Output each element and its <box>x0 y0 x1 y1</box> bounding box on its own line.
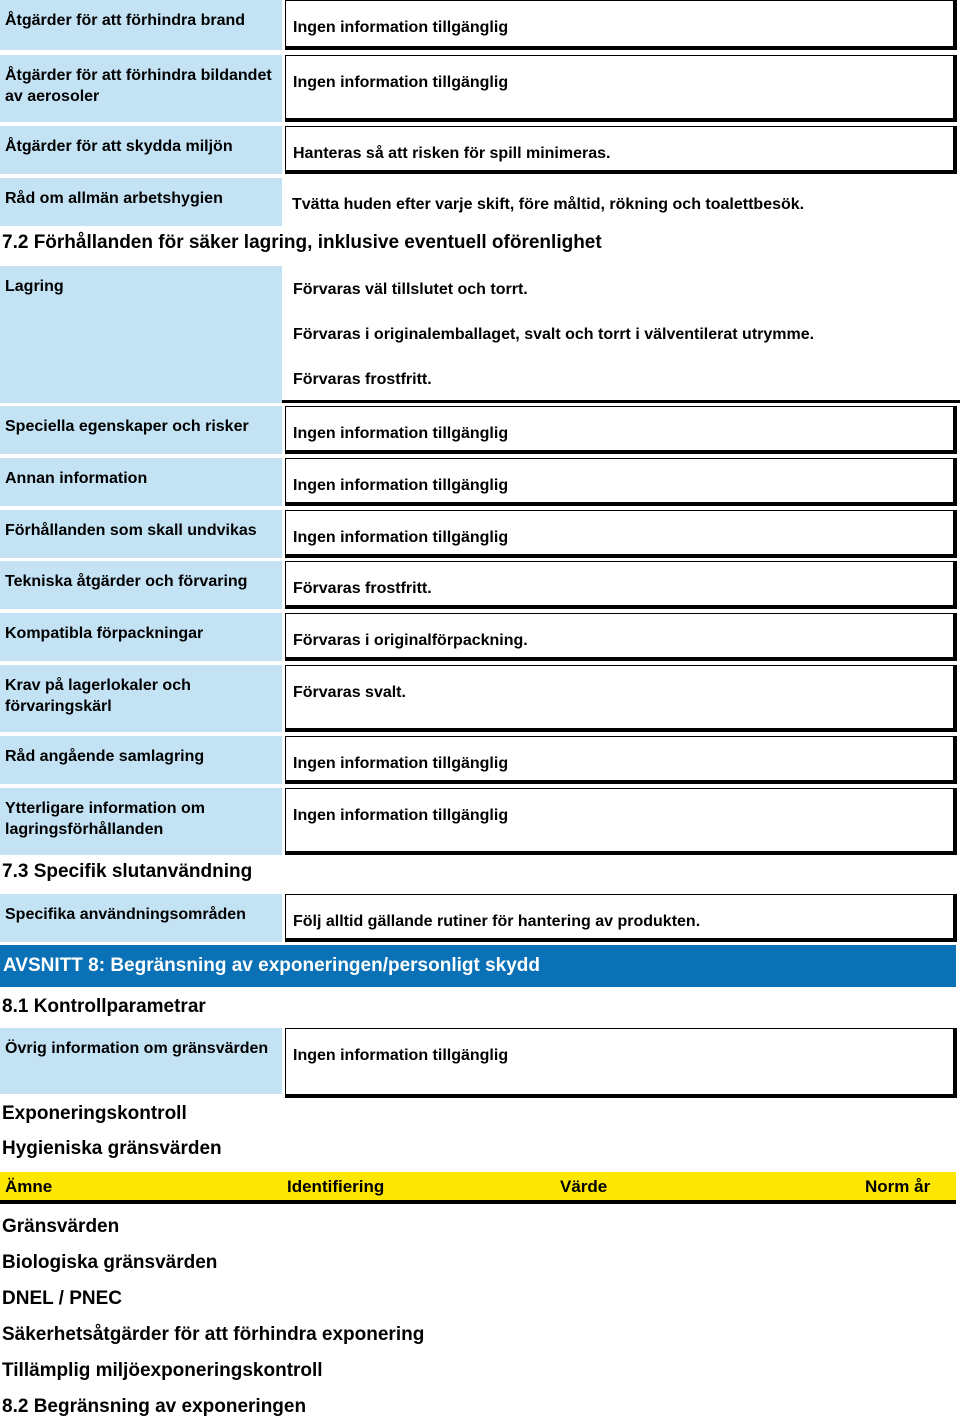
row-label: Förhållanden som skall undvikas <box>0 510 282 558</box>
storage-line: Förvaras i originalemballaget, svalt och torrt i välventilerat utrymme. <box>293 326 815 343</box>
row-value: Ingen information tillgänglig <box>285 736 957 784</box>
info-row <box>0 55 960 122</box>
row-value: Ingen information tillgänglig <box>285 1028 957 1098</box>
row-label: Speciella egenskaper och risker <box>0 406 282 454</box>
row-label: Specifika användningsområden <box>0 894 282 942</box>
biological-limits-heading: Biologiska gränsvärden <box>2 1252 218 1273</box>
col-header-identification: Identifiering <box>287 1177 385 1196</box>
row-label: Ytterligare information om lagringsförhållanden <box>0 788 282 855</box>
storage-line: Förvaras väl tillslutet och torrt. <box>293 281 528 298</box>
info-row <box>0 510 960 558</box>
info-row <box>0 178 960 226</box>
section-heading-7-3: 7.3 Specifik slutanvändning <box>2 861 253 882</box>
info-row <box>0 1028 960 1098</box>
section-heading-7-2: 7.2 Förhållanden för säker lagring, inklusive eventuell oförenlighet <box>2 232 602 253</box>
row-value: Ingen information tillgänglig <box>285 55 957 122</box>
info-row <box>0 458 960 506</box>
info-row <box>0 613 960 661</box>
env-exposure-heading: Tillämplig miljöexponeringskontroll <box>2 1360 323 1381</box>
row-label: Kompatibla förpackningar <box>0 613 282 661</box>
row-value: Ingen information tillgänglig <box>285 788 957 855</box>
table-header <box>0 1172 956 1204</box>
info-row <box>0 665 960 732</box>
section-heading-8-1: 8.1 Kontrollparametrar <box>2 996 206 1017</box>
info-row <box>0 126 960 174</box>
section-8-title: AVSNITT 8: Begränsning av exponeringen/personligt skydd <box>0 945 956 987</box>
col-header-substance: Ämne <box>5 1177 53 1196</box>
row-label: Råd angående samlagring <box>0 736 282 784</box>
row-value: Förvaras i originalförpackning. <box>285 613 957 661</box>
row-label: Åtgärder för att förhindra brand <box>0 0 282 50</box>
info-row <box>0 561 960 609</box>
exposure-control-heading: Exponeringskontroll <box>2 1103 187 1124</box>
dnel-pnec-heading: DNEL / PNEC <box>2 1288 123 1309</box>
row-label: Krav på lagerlokaler och förvaringskärl <box>0 665 282 732</box>
row-value: Ingen information tillgänglig <box>285 510 957 558</box>
row-label: Annan information <box>0 458 282 506</box>
hygiene-limits-heading: Hygieniska gränsvärden <box>2 1138 222 1159</box>
row-value: Förvaras frostfritt. <box>285 561 957 609</box>
safety-measures-heading: Säkerhetsåtgärder för att förhindra exponering <box>2 1324 425 1345</box>
col-header-norm-year: Norm år <box>865 1177 931 1196</box>
info-row <box>0 788 960 855</box>
row-label: Lagring <box>0 266 282 403</box>
row-label: Tekniska åtgärder och förvaring <box>0 561 282 609</box>
row-value: Följ alltid gällande rutiner för hantering av produkten. <box>285 894 957 942</box>
row-value: Tvätta huden efter varje skift, före måltid, rökning och toalettbesök. <box>292 196 805 213</box>
info-row <box>0 406 960 454</box>
row-label: Åtgärder för att skydda miljön <box>0 126 282 174</box>
row-value: Ingen information tillgänglig <box>285 458 957 506</box>
divider <box>282 400 960 403</box>
row-value: Hanteras så att risken för spill minimeras. <box>285 126 957 174</box>
info-row <box>0 0 960 50</box>
row-value: Förvaras svalt. <box>285 665 957 732</box>
storage-line: Förvaras frostfritt. <box>293 371 432 388</box>
row-label: Övrig information om gränsvärden <box>0 1028 282 1094</box>
row-label: Råd om allmän arbetshygien <box>0 178 282 226</box>
info-row <box>0 894 960 942</box>
row-value: Ingen information tillgänglig <box>285 0 957 50</box>
info-row <box>0 736 960 784</box>
row-value: Ingen information tillgänglig <box>285 406 957 454</box>
section-heading-8-2: 8.2 Begränsning av exponeringen <box>2 1396 307 1417</box>
row-label: Åtgärder för att förhindra bildandet av aerosoler <box>0 55 282 122</box>
limit-values-heading: Gränsvärden <box>2 1216 120 1237</box>
col-header-value: Värde <box>560 1177 608 1196</box>
